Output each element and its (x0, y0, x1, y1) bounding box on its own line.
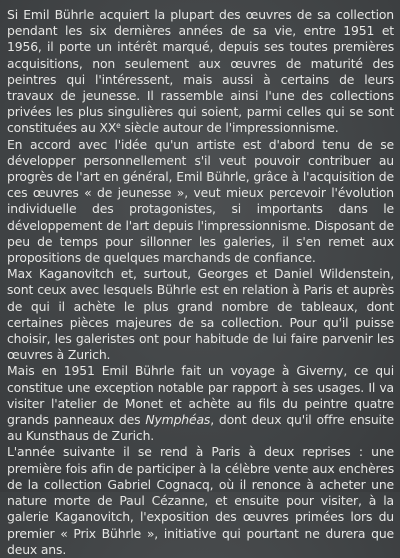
paragraph-intro-end: siècle autour de l'impressionnisme. (120, 120, 339, 136)
paragraph-intro-text: Si Emil Bührle acquiert la plupart des œuvres de sa collection pendant les six dernières années de sa vie, entre 1951 et 1956, il porte un intérêt marqué, depuis ses toutes premières acquisitions, non seulement aux œuvres de maturité des peintres qui l'intéressent, mais aussi à certains de leurs travaux de jeunesse. Il rassemble ainsi l'une des collections privées les plus singulières qui soient, parmi celles qui se sont constituées au XX (7, 7, 394, 136)
nympheas-title: Nymphéas (145, 412, 211, 428)
paragraph-dealers: Max Kaganovitch et, surtout, Georges et Daniel Wildenstein, sont ceux avec lesquels Bührle est en relation à Paris et auprès de qui il achète le plus grand nombre de tableaux, dont certaines pièces majeures de sa collection. Pour qu'il puisse choisir, les galeristes ont pour habitude de lui faire parvenir les œuvres à Zurich. (7, 266, 394, 363)
paragraph-paris-visits: L'année suivante il se rend à Paris à deux reprises : une première fois afin de participer à la célèbre vente aux enchères de la collection Gabriel Cognacq, où il renonce à acheter une nature morte de Paul Cézanne, et ensuite pour visiter, à la galerie Kaganovitch, l'exposition des œuvres primées lors du premier « Prix Bührle », initiative qui pourtant ne durera que deux ans. (7, 444, 394, 557)
paragraph-development: En accord avec l'idée qu'un artiste est d'abord tenu de se développer personnellement s'il veut pouvoir contribuer au progrès de l'art en général, Emil Bührle, grâce à l'acquisition de ces œuvres « de jeunesse », veut mieux percevoir l'évolution individuelle des protagonistes, si importants dans le développement de l'art depuis l'impressionnisme. Disposant de peu de temps pour sillonner les galeries, il s'en remet aux propositions de quelques marchands de confiance. (7, 136, 394, 266)
paragraph-giverny-text-a: Mais en 1951 Emil Bührle fait un voyage à Giverny, ce qui constitue une exception notable par rapport à ses usages. Il va visiter l'atelier de Monet et achète au fils du peintre quatre grands panneaux des (7, 363, 394, 428)
century-superscript: e (116, 121, 121, 131)
paragraph-intro (7, 7, 394, 137)
paragraph-giverny (7, 363, 394, 444)
paragraph-giverny-text-b: , dont deux qu'il offre ensuite au Kunsthaus de Zurich. (7, 412, 395, 444)
